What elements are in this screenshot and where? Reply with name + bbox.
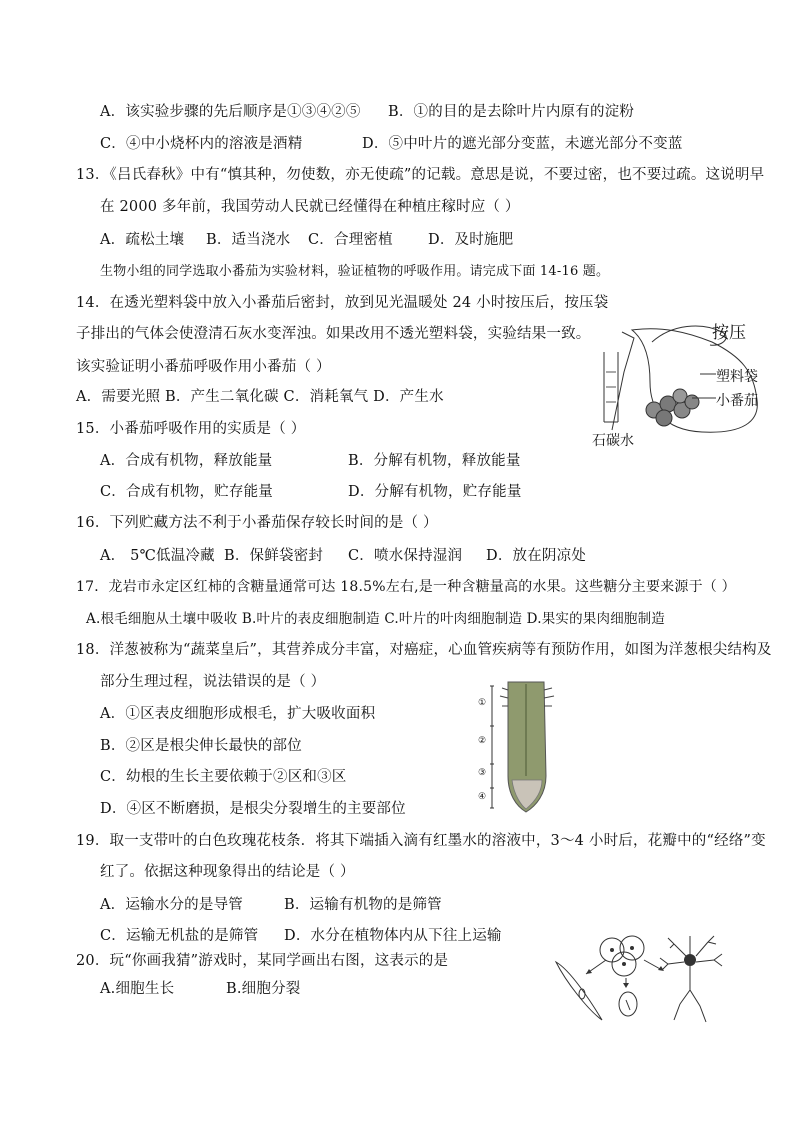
q17-stem: 17．龙岩市永定区红柿的含糖量通常可达 18.5%左右,是一种含糖量高的水果。这些糖分主要来源于（ ） bbox=[76, 579, 736, 595]
q19-stem-line2: 红了。依据这种现象得出的结论是（ ） bbox=[100, 864, 355, 880]
q15-option-b: B．分解有机物，释放能量 bbox=[348, 453, 521, 469]
root-label-4: ④ bbox=[478, 792, 487, 802]
root-label-3: ③ bbox=[478, 768, 487, 778]
q19-option-d: D．水分在植物体内从下往上运输 bbox=[284, 928, 502, 944]
q13-stem-line2: 在 2000 多年前，我国劳动人民就已经懂得在种植庄稼时应（ ） bbox=[100, 199, 520, 215]
bag-label: 塑料袋 bbox=[716, 369, 758, 385]
q18-stem-line2: 部分生理过程，说法错误的是（ ） bbox=[100, 674, 326, 690]
q15-option-d: D．分解有机物，贮存能量 bbox=[348, 484, 522, 500]
q19-option-b: B．运输有机物的是筛管 bbox=[284, 897, 442, 913]
q19-stem-line1: 19．取一支带叶的白色玫瑰花枝条．将其下端插入滴有红墨水的溶液中，3～4 小时后，花瓣中的“经络”变 bbox=[76, 833, 766, 849]
intro-14-16: 生物小组的同学选取小番茄为实验材料，验证植物的呼吸作用。请完成下面 14-16 题。 bbox=[100, 264, 610, 279]
q16-option-a: A． 5℃低温冷藏 bbox=[100, 548, 215, 564]
q18-option-b: B．②区是根尖伸长最快的部位 bbox=[100, 738, 302, 754]
q16-option-d: D．放在阴凉处 bbox=[486, 548, 587, 564]
q13-stem-line1: 13．《吕氏春秋》中有“慎其种，勿使数，亦无使疏”的记载。意思是说，不要过密，也不要过疏。这说明早 bbox=[76, 167, 765, 183]
root-tip-figure bbox=[476, 676, 566, 816]
q19-option-a: A．运输水分的是导管 bbox=[100, 897, 243, 913]
q14-options: A．需要光照 B．产生二氧化碳 C．消耗氧气 D．产生水 bbox=[76, 389, 444, 405]
press-label: 按压 bbox=[712, 323, 746, 343]
q18-option-c: C．幼根的生长主要依赖于②区和③区 bbox=[100, 769, 347, 785]
q15-option-a: A．合成有机物，释放能量 bbox=[100, 453, 273, 469]
q20-option-a: A.细胞生长 bbox=[100, 981, 175, 997]
q14-stem-line1: 14．在透光塑料袋中放入小番茄后密封，放到见光温暖处 24 小时按压后，按压袋 bbox=[76, 295, 609, 311]
root-label-1: ① bbox=[478, 698, 487, 708]
q13-option-d: D．及时施肥 bbox=[428, 232, 514, 248]
q17-options: A.根毛细胞从土壤中吸收 B.叶片的表皮细胞制造 C.叶片的叶肉细胞制造 D.果实的果肉细胞制造 bbox=[86, 611, 665, 627]
q20-option-b: B.细胞分裂 bbox=[226, 981, 301, 997]
cell-differentiation-drawing bbox=[550, 930, 730, 1030]
q20-stem: 20．玩“你画我猜”游戏时，某同学画出右图，这表示的是 bbox=[76, 953, 449, 969]
q13-option-b: B．适当浇水 bbox=[206, 232, 291, 248]
tomato-bag-figure bbox=[592, 312, 792, 452]
q19-option-c: C．运输无机盐的是筛管 bbox=[100, 928, 259, 944]
q12-option-a: A．该实验步骤的先后顺序是①③④②⑤ bbox=[100, 104, 361, 120]
q16-option-b: B．保鲜袋密封 bbox=[224, 548, 324, 564]
q14-stem-line3: 该实验证明小番茄呼吸作用小番茄（ ） bbox=[76, 359, 331, 375]
root-label-2: ② bbox=[478, 736, 487, 746]
q13-option-a: A．疏松土壤 bbox=[100, 232, 185, 248]
q18-option-a: A．①区表皮细胞形成根毛，扩大吸收面积 bbox=[100, 706, 376, 722]
q16-option-c: C．喷水保持湿润 bbox=[348, 548, 463, 564]
q15-stem: 15．小番茄呼吸作用的实质是（ ） bbox=[76, 421, 306, 437]
root-tip-drawing bbox=[476, 676, 566, 816]
q14-stem-line2: 子排出的气体会使澄清石灰水变浑浊。如果改用不透光塑料袋，实验结果一致。 bbox=[76, 326, 591, 342]
q18-option-d: D．④区不断磨损，是根尖分裂增生的主要部位 bbox=[100, 801, 406, 817]
q12-option-d: D．⑤中叶片的遮光部分变蓝，未遮光部分不变蓝 bbox=[362, 136, 683, 152]
cell-differentiation-figure bbox=[550, 930, 730, 1030]
q15-option-c: C．合成有机物，贮存能量 bbox=[100, 484, 273, 500]
q18-stem-line1: 18．洋葱被称为“蔬菜皇后”，其营养成分丰富，对癌症，心血管疾病等有预防作用，如图为洋葱根尖结构及 bbox=[76, 642, 772, 658]
q12-option-b: B．①的目的是去除叶片内原有的淀粉 bbox=[388, 104, 635, 120]
q16-stem: 16．下列贮藏方法不利于小番茄保存较长时间的是（ ） bbox=[76, 515, 438, 531]
q13-option-c: C．合理密植 bbox=[308, 232, 393, 248]
limewater-label: 石碳水 bbox=[592, 433, 634, 449]
tomato-label: 小番茄 bbox=[716, 393, 758, 409]
q12-option-c: C．④中小烧杯内的溶液是酒精 bbox=[100, 136, 303, 152]
